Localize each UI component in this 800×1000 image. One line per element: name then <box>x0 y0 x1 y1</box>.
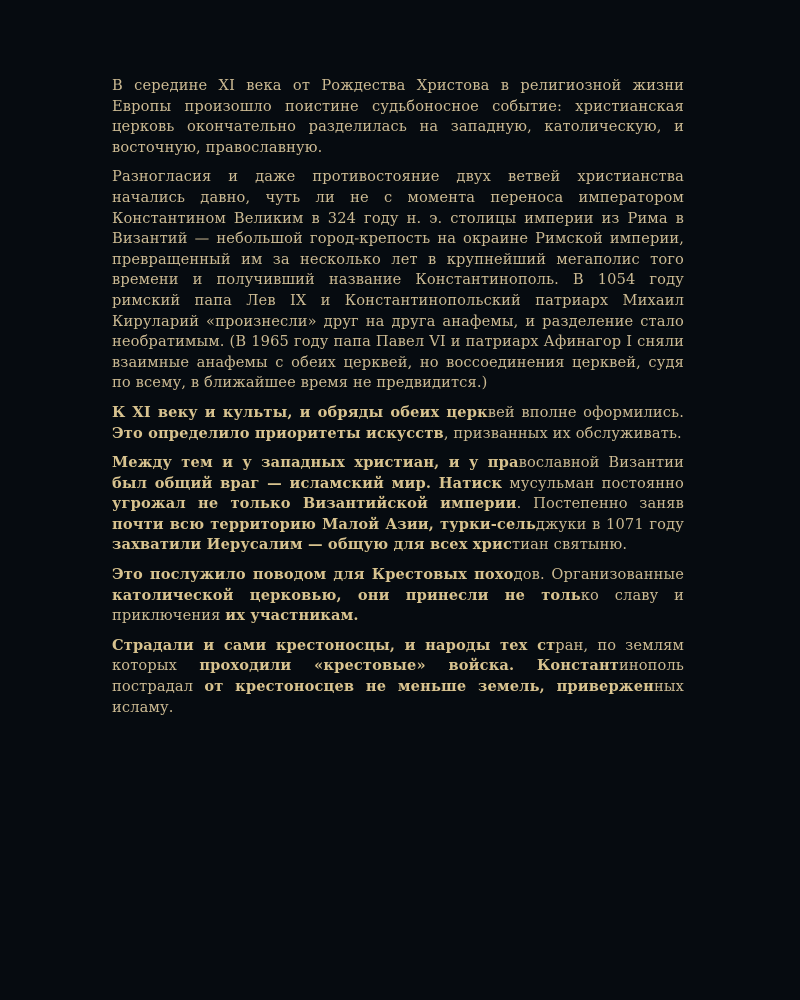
bold-span: угрожал не только Византийской империи <box>112 495 517 513</box>
bold-span: почти всю территорию Малой Азии, турки-сель <box>112 515 536 533</box>
normal-span: . Постепенно заняв <box>516 495 684 513</box>
bold-span: Между тем и у западных христиан, и у пра <box>112 454 519 472</box>
paragraph-1: В середине XI века от Рождества Христова в религиозной жизни Европы произошло поистине судьбоносное событие: христианская церковь окончательно разделилась на западную, католическую, и восточную, православную. <box>112 77 684 156</box>
bold-span: проходили «крестовые» войска. Констант <box>199 657 619 675</box>
bold-span: католической церковью, они принесли не толь <box>112 586 581 604</box>
bold-span: их участникам. <box>225 607 359 625</box>
normal-span: вей вполне оформились. <box>487 403 684 421</box>
paragraph-2: Разногласия и даже противостояние двух ветвей христианства начались давно, чуть ли не с момента переноса императором Константином Великим в 324 году н. э. столицы империи из Рима в Византий — небольшой город-крепость на окраине Римской империи, превращенный им за несколько лет в крупнейший мегаполис того времени и получивший название Константинополь. В 1054 году римский папа Лев IX и Константинопольский патриарх Михаил Кируларий «произнесли» друг на друга анафемы, и разделение стало необратимым. (В 1965 году папа Павел VI и патриарх Афинагор I сняли взаимные анафемы с обеих церквей, но воссоединения церквей, судя по всему, в ближайшее время не предвидится.) <box>112 168 684 392</box>
paragraph-3 <box>112 403 684 444</box>
normal-span: вославной Византии <box>518 454 685 472</box>
normal-span: дов. Организованные <box>513 566 685 584</box>
normal-span: ран, по землям которых <box>112 636 684 675</box>
normal-span: мусульман постоянно <box>502 474 684 492</box>
paragraph-4 <box>112 453 684 556</box>
paragraph-5 <box>112 565 684 627</box>
bold-span: Страдали и сами крестоносцы, и народы тех ст <box>112 636 556 654</box>
article-text <box>112 76 684 727</box>
bold-span: от крестоносцев не меньше земель, привержен <box>204 678 654 696</box>
bold-span: был общий враг — исламский мир. Натиск <box>112 474 503 492</box>
paragraph-6 <box>112 636 684 718</box>
bold-span: Это послужило поводом для Крестовых похо <box>112 566 514 584</box>
normal-span: , призванных их обслуживать. <box>443 424 682 442</box>
bold-span: Это определило приоритеты искусств <box>112 424 444 442</box>
normal-span: ко славу и приключения <box>112 586 684 625</box>
bold-span: К XI веку и культы, и обряды обеих церк <box>112 403 488 421</box>
bold-span: захватили Иерусалим — общую для всех хрис <box>112 536 513 554</box>
normal-span: инополь пострадал <box>112 657 684 696</box>
normal-span: тиан святыню. <box>512 536 628 554</box>
normal-span: ных исламу. <box>112 678 684 716</box>
normal-span: джуки в 1071 году <box>535 515 684 533</box>
